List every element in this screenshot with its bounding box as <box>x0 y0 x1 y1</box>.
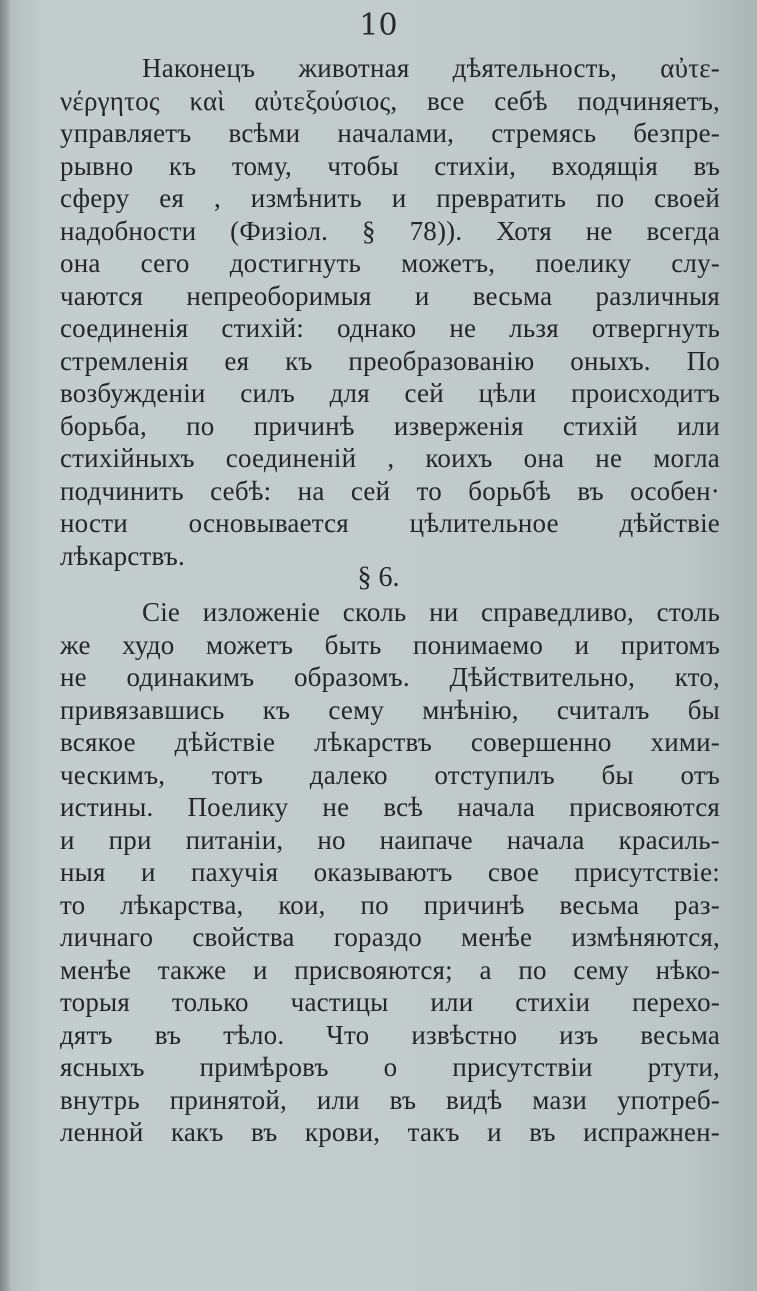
text-line: ясныхъ примѣровъ о присутствіи ртути, <box>60 1052 720 1082</box>
page-gutter <box>0 0 10 1291</box>
text-line: лѣкарствъ. <box>60 540 185 571</box>
text-line: рывно къ тому, чтобы стихіи, входящія въ <box>60 150 720 181</box>
text-line: то лѣкарства, кои, по причинѣ весьма раз- <box>60 889 720 920</box>
text-line: подчинить себѣ: на сей то борьбѣ въ особен· <box>60 475 720 506</box>
text-line: ныя и пахучія оказываютъ свое присутствіе: <box>60 857 720 887</box>
text-line: дятъ въ тѣло. Что извѣстно изъ весьма <box>60 1019 720 1050</box>
text-line: всякое дѣйствіе лѣкарствъ совершенно хими- <box>60 727 720 757</box>
text-line: и при питаніи, но наипаче начала красиль- <box>60 824 720 855</box>
text-line: сферу ея , измѣнить и превратить по своей <box>60 183 720 213</box>
text-line: внутрь принятой, или въ видѣ мази употреб- <box>60 1084 720 1115</box>
page-number: 10 <box>359 8 398 43</box>
text-line: борьба, по причинѣ изверженія стихій или <box>60 410 720 441</box>
paragraph-1 <box>60 52 720 572</box>
text-line: надобности (Физіол. § 78)). Хотя не всегда <box>60 215 720 246</box>
text-line: торыя только частицы или стихіи перехо- <box>60 987 720 1017</box>
text-line: ческимъ, тотъ далеко отступилъ бы отъ <box>60 759 720 790</box>
text-line: менѣе также и присвояются; а по сему нѣко- <box>60 954 720 985</box>
text-line: привязавшись къ сему мнѣнію, считалъ бы <box>60 694 720 725</box>
paragraph-2 <box>60 596 720 1149</box>
text-line: истины. Поелику не всѣ начала присвояются <box>60 792 720 822</box>
text-line: νέργητος καὶ αὐτεξούσιος, все себѣ подчиняетъ, <box>60 85 720 116</box>
text-line: не одинакимъ образомъ. Дѣйствительно, кто, <box>60 662 720 692</box>
text-line: Наконецъ животная дѣятельность, αὐτε- <box>142 53 720 83</box>
text-line: управляетъ всѣми началами, стремясь безпре- <box>60 118 720 148</box>
section-heading: § 6. <box>357 562 400 593</box>
text-line: возбужденіи силъ для сей цѣли происходитъ <box>60 378 720 408</box>
text-line: соединенія стихій: однако не льзя отвергнуть <box>60 313 720 343</box>
text-line: ности основывается цѣлительное дѣйствіе <box>60 508 720 538</box>
text-line: чаются непреоборимыя и весьма различныя <box>60 280 720 311</box>
text-line: стремленія ея къ преобразованію оныхъ. По <box>60 345 720 376</box>
text-line: же худо можетъ быть понимаемо и притомъ <box>60 629 720 660</box>
text-line: она сего достигнуть можетъ, поелику слу- <box>60 248 720 278</box>
text-line: личнаго свойства гораздо менѣе измѣняются, <box>60 922 720 952</box>
text-line: Сіе изложеніе сколь ни справедливо, столь <box>142 597 720 627</box>
text-line: стихійныхъ соединеній , коихъ она не могла <box>60 443 720 473</box>
text-line: ленной какъ въ крови, такъ и въ испражнен- <box>60 1117 720 1147</box>
